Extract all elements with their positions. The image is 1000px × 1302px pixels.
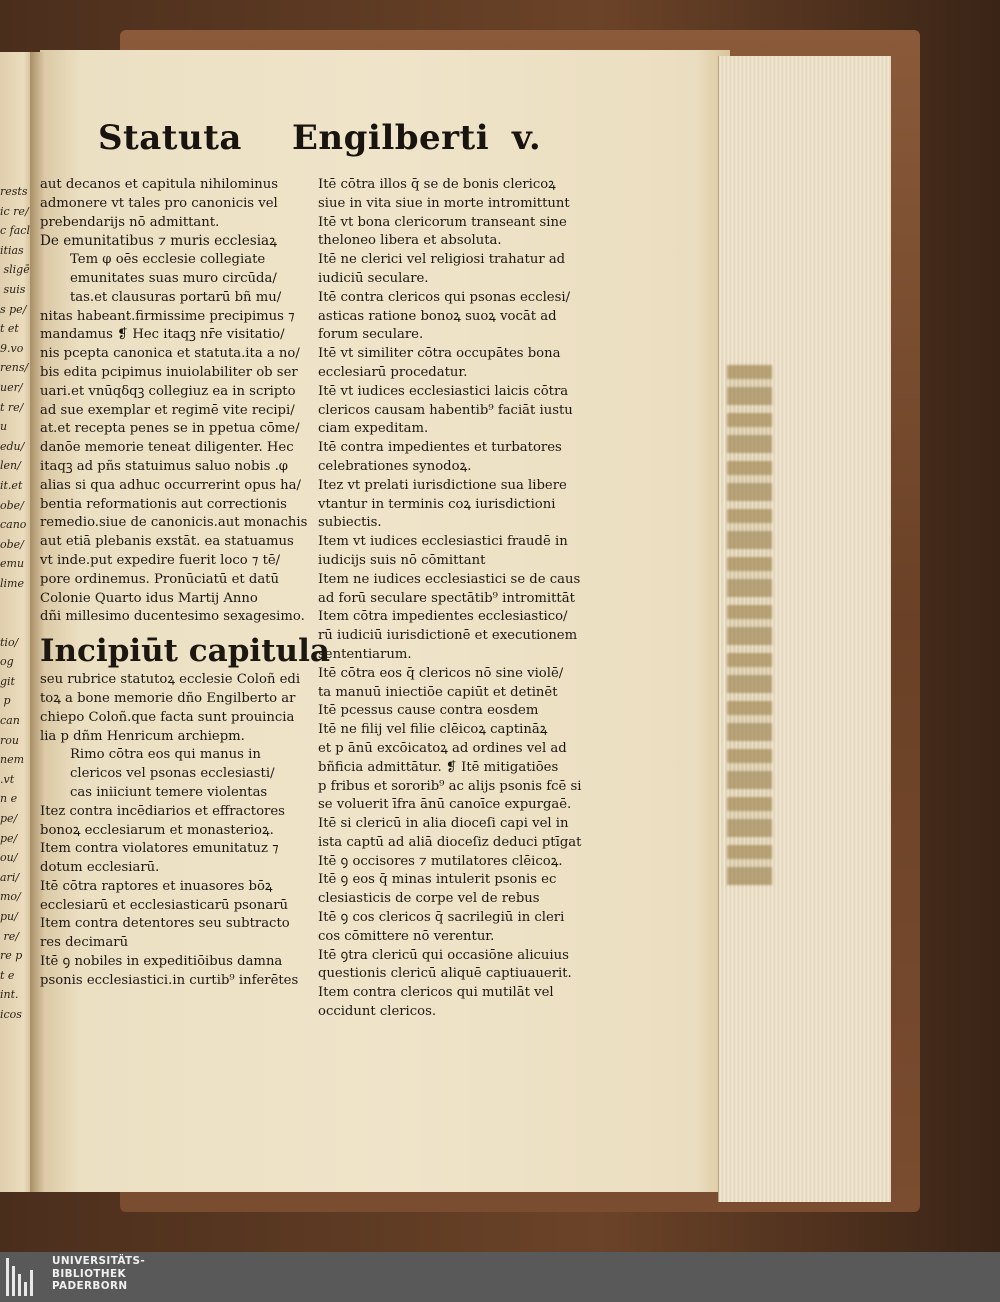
text-line: Itē ne clerici vel religiosi trahatur ad (318, 252, 566, 268)
text-line: bñficia admittātur. ❡ Itē mitigatiōes (318, 759, 559, 775)
text-line: iudiciū seculare. (318, 270, 429, 286)
text-line: ecclesiarū et ecclesiasticarū psonarū (40, 897, 288, 913)
text-line: Itē ne filij vel filie clēicoꝝ captināꝝ (318, 722, 548, 738)
library-name-line3: PADERBORN (52, 1280, 128, 1293)
text-line: subiectis. (318, 515, 382, 531)
text-line: uari.et vnūqδqꝫ collegiuz ea in scripto (40, 383, 296, 399)
text-line: questionis clericū aliquē captiuauerit. (318, 966, 572, 982)
text-line: at.et recepta penes se in ppetua cōme/ (40, 421, 300, 437)
text-line: ciam expeditam. (318, 421, 429, 437)
stain (727, 365, 772, 885)
text-line: Incipiūt capitula (40, 633, 330, 670)
text-line: Itē vt similiter cōtra occupātes bona (318, 346, 561, 362)
text-line: nitas habeant.firmissime precipimus ⁊ (40, 308, 295, 324)
library-name (52, 1255, 145, 1293)
text-line: pore ordinemus. Pronūciatū et datū (40, 571, 279, 587)
text-line: alias si qua adhuc occurrerint opus ha/ (40, 477, 301, 493)
text-line: Tem φ oēs ecclesie collegiate (70, 252, 266, 268)
text-line: clesiasticis de corpe vel de rebus (318, 891, 540, 907)
library-name-line2: BIBLIOTHEK (52, 1267, 126, 1280)
text-line: Rimo cōtra eos qui manus in (70, 747, 261, 763)
text-line: Itē cōtra raptores et inuasores bōꝝ (40, 878, 273, 894)
left-page-text: rests ic re/ c facl itias sligē suis s pe/ t et 9.vo rens/ uer/ t re/ u edu/ len/ it.et obe/ cano obe/ emu lime tio/ og git p can rou nem .vt n e pe/ pe/ ou/ ari/ mo/ pu/ re/ re p t e int. icos (0, 185, 30, 1021)
text-line: ista captū ad aliā dioceſiz deduci ptīgat (318, 834, 582, 850)
text-line: vtantur in terminis coꝝ iurisdictioni (318, 496, 556, 512)
text-line: psonis ecclesiastici.in curtib⁹ inferētes (40, 972, 299, 988)
text-line: Itē contra clericos qui psonas ecclesi/ (318, 289, 571, 305)
text-line: Itē cōtra illos q̄ se de bonis clericoꝝ (318, 177, 556, 192)
text-line: asticas ratione bonoꝝ suoꝝ vocāt ad (318, 308, 557, 324)
text-line: cas iniiciunt temere violentas (70, 784, 268, 800)
text-line: aut etiā plebanis exstāt. ea statuamus (40, 534, 294, 550)
text-line: seu rubrice statutoꝝ ecclesie Coloñ edi (40, 672, 301, 688)
text-line: iudicijs suis nō cōmittant (318, 552, 486, 568)
text-line: chiepo Coloñ.que facta sunt prouincia (40, 709, 295, 725)
text-line: theloneo libera et absoluta. (318, 233, 502, 249)
library-name-line1: UNIVERSITÄTS- (52, 1255, 146, 1267)
heading-statuta: Statuta (98, 118, 242, 158)
text-line: p fribus et sororib⁹ ac alijs psonis fcē si (318, 778, 582, 794)
text-line: et p ānū excōicatoꝝ ad ordines vel ad (318, 740, 567, 756)
text-line: mandamus ❡ Hec itaqꝫ nr̄e visitatio/ (40, 327, 285, 343)
text-line: siue in vita siue in morte intromittunt (318, 195, 570, 211)
text-line: ecclesiarū procedatur. (318, 364, 468, 380)
text-line: forum seculare. (318, 327, 424, 343)
text-line: Itē ꝯ eos q̄ minas intulerit psonis ec (318, 872, 557, 888)
text-line: Itez vt prelati iurisdictione sua libere (318, 477, 567, 493)
text-line: Item cōtra impedientes ecclesiastico/ (318, 609, 568, 625)
library-logo-icon (6, 1258, 44, 1296)
text-line: Itē contra impedientes et turbatores (318, 440, 562, 456)
text-line: Colonie Quarto idus Martij Anno (40, 590, 258, 606)
text-line: bis edita pcipimus inuiolabiliter ob ser (40, 364, 298, 380)
text-line: res decimarū (40, 935, 129, 951)
footer (0, 1252, 1000, 1302)
text-line: Itez contra incēdiarios et effractores (40, 803, 285, 819)
right-column (318, 176, 608, 1022)
text-line: remedio.siue de canonicis.aut monachis (40, 515, 308, 531)
text-line: nis pcepta canonica et statuta.ita a no/ (40, 346, 300, 362)
text-line: Itē vt iudices ecclesiastici laicis cōtra (318, 383, 569, 399)
text-line: Itē ꝯ cos clericos q̄ sacrilegiū in cleri (318, 910, 565, 926)
text-line: Itē ꝯ nobiles in expeditiōibus damna (40, 954, 283, 970)
text-line: Itē vt bona clericorum transeant sine (318, 214, 567, 230)
left-column (40, 176, 330, 991)
text-line: bentia reformationis aut correctionis (40, 496, 287, 512)
text-line: toꝝ a bone memorie dño Engilberto ar (40, 690, 296, 706)
text-line: clericos vel psonas ecclesiasti/ (70, 766, 275, 782)
text-line: celebrationes synodoꝝ. (318, 458, 472, 474)
text-line: Itē cōtra eos q̄ clericos nō sine violē/ (318, 665, 564, 681)
text-line: Item contra clericos qui mutilāt vel (318, 985, 554, 1001)
text-line: ad sue exemplar et regimē vite recipi/ (40, 402, 295, 418)
text-line: Item ne iudices ecclesiastici se de caus (318, 571, 581, 587)
text-line: Item contra detentores seu subtracto (40, 916, 290, 932)
text-line: Itē ꝯ occisores ⁊ mutilatores clēicoꝝ. (318, 853, 563, 869)
text-line: Item contra violatores emunitatuz ⁊ (40, 841, 279, 857)
text-line: occidunt clericos. (318, 1004, 437, 1020)
text-line: rū iudiciū iurisdictionē et executionem (318, 628, 578, 644)
text-line: cos cōmittere nō verentur. (318, 928, 495, 944)
left-page-edge (0, 52, 34, 1192)
text-line: Itē ꝯtra clericū qui occasiōne alicuius (318, 947, 569, 963)
text-line: clericos causam habentib⁹ faciāt iustu (318, 402, 573, 418)
text-line: ta manuū iniectiōe capiūt et detinēt (318, 684, 558, 700)
text-line: dñi millesimo ducentesimo sexagesimo. (40, 609, 305, 625)
text-line: itaqꝫ ad pñs statuimus saluo nobis .φ (40, 458, 288, 474)
text-line: lia p dñm Henricum archiepm. (40, 728, 245, 744)
text-line: Itē pcessus cause contra eosdem (318, 703, 539, 719)
text-line: prebendarijs nō admittant. (40, 214, 220, 230)
text-line: vt inde.put expedire fuerit loco ⁊ tē/ (40, 552, 281, 568)
text-line: Itē si clericū in alia dioceſi capi vel in (318, 816, 569, 832)
text-line: dotum ecclesiarū. (40, 860, 160, 876)
heading-engilberti: Engilberti (292, 118, 490, 158)
text-line: admonere vt tales pro canonicis vel (40, 195, 278, 211)
text-line: aut decanos et capitula nihilominus (40, 177, 279, 192)
text-line: bonoꝝ ecclesiarum et monasterioꝝ. (40, 822, 274, 838)
heading-folio: v. (512, 118, 542, 158)
text-line: se voluerit īfra ānū canoīce expurgaē. (318, 797, 572, 813)
text-line: De emunitatibus ⁊ muris ecclesiaꝝ (40, 233, 278, 250)
text-line: Item vt iudices ecclesiastici fraudē in (318, 534, 568, 550)
text-line: tas.et clausuras portarū bñ mu/ (70, 289, 282, 305)
text-line: emunitates suas muro circūda/ (70, 270, 277, 286)
text-line: ad forū seculare spectātib⁹ intromittāt (318, 590, 575, 606)
text-line: sententiarum. (318, 646, 412, 662)
text-line: danōe memorie teneat diligenter. Hec (40, 440, 294, 456)
